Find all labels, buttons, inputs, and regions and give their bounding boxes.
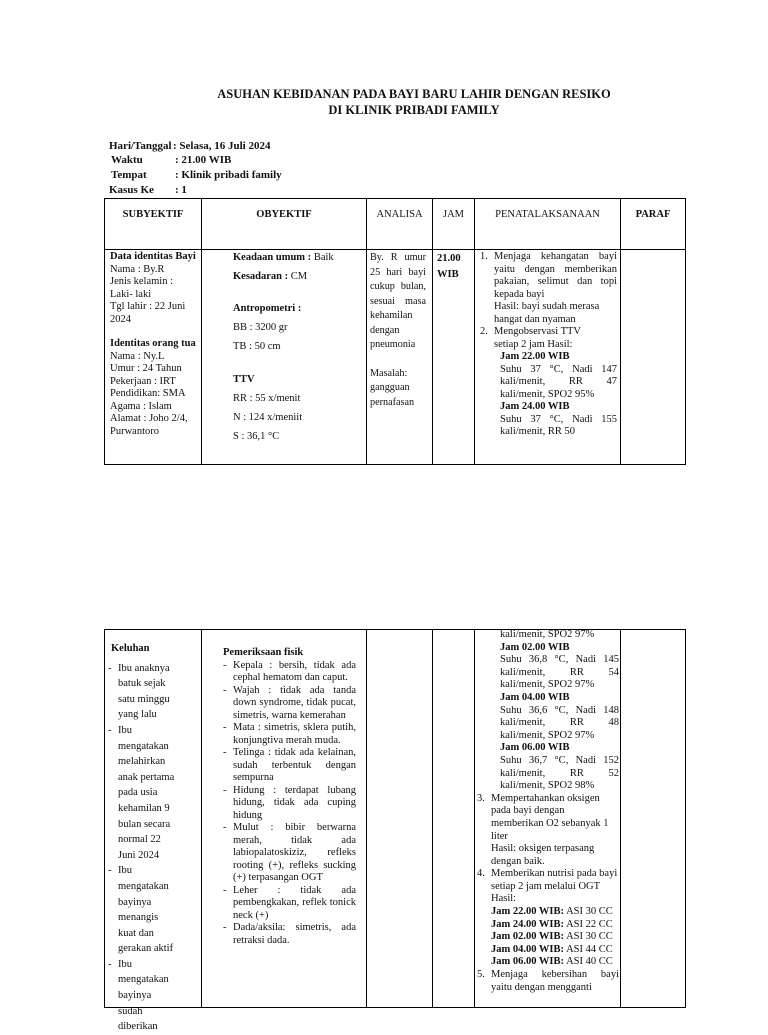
- kesadaran: Kesadaran : CM: [233, 271, 308, 282]
- obs-text-0600: Suhu 36,7 °C, Nadi 152 kali/menit, RR 52 kali/menit, SPO2 98%: [500, 754, 619, 792]
- info-tempat-label: Tempat: [111, 169, 147, 181]
- keluhan-item: - Ibu mengatakan bayinya menangis kuat dan gerakan aktif: [108, 863, 176, 957]
- obyektif-cell-page-1: [233, 251, 363, 443]
- obs-text-0400: Suhu 36,6 °C, Nadi 148 kali/menit, RR 48 kali/menit, SPO2 97%: [500, 704, 619, 741]
- header-subyektif: SUBYEKTIF: [122, 209, 184, 220]
- keluhan-item: - Ibu anaknya batuk sejak satu minggu yang lalu: [108, 661, 176, 723]
- info-kasus-label: Kasus Ke: [109, 184, 154, 196]
- nutrisi-row: Jam 04.00 WIB: ASI 44 CC: [491, 943, 613, 955]
- obyektif-cell-page-2: [223, 647, 356, 947]
- ttv-rr: RR : 55 x/menit: [233, 393, 301, 404]
- identitas-ortu-umur: Umur : 24 Tahun: [110, 363, 182, 374]
- pemeriksaan-wajah: - Wajah : tidak ada tanda down syndrome, tidak pucat, simetris, warna kemerahan: [223, 685, 356, 723]
- header-obyektif: OBYEKTIF: [256, 209, 312, 220]
- info-hari-value: : Selasa, 16 Juli 2024: [173, 140, 271, 152]
- subyektif-cell-page-2: [108, 641, 198, 1035]
- obs-text-2400: Suhu 37 °C, Nadi 155 kali/menit, RR 50: [500, 413, 617, 437]
- identitas-ortu-pekerjaan: Pekerjaan : IRT: [110, 375, 176, 387]
- subyektif-cell-page-1: [110, 251, 198, 438]
- obs-time-0400: Jam 04.00 WIB: [500, 691, 570, 703]
- pemeriksaan-mulut: - Mulut : bibir berwarna merah, tidak ada labiopalatoskiziz, refleks rooting (+), refleks sucking (+) terpasangan OGT: [223, 822, 356, 885]
- identitas-bayi-title: Data identitas Bayi: [110, 251, 196, 262]
- obs-time-2200: Jam 22.00 WIB: [500, 351, 570, 362]
- identitas-ortu-nama: Nama : Ny.L: [110, 350, 165, 362]
- header-analisa: ANALISA: [376, 209, 423, 220]
- berat-badan: BB : 3200 gr: [233, 322, 288, 333]
- info-waktu-value: : 21.00 WIB: [175, 154, 232, 166]
- nutrisi-row: Jam 06.00 WIB: ASI 40 CC: [491, 956, 613, 968]
- identitas-bayi-nama: Nama : By.R: [110, 263, 165, 275]
- ttv-title: TTV: [233, 374, 255, 385]
- nutrisi-row: Jam 24.00 WIB: ASI 22 CC: [491, 918, 613, 930]
- plan-item-4: 4. Memberikan nutrisi pada bayi setiap 2 jam melalui OGT Hasil: Jam 22.00 WIB: ASI 30 CC Jam 24.00 WIB: ASI 22 CC Jam 02.00 WIB: ASI 30 CC Jam 04.00 WIB: ASI 44 CC Jam 06.00 WIB: ASI 40 CC: [477, 868, 618, 968]
- ttv-nadi: N : 124 x/meniit: [233, 412, 303, 423]
- tinggi-badan: TB : 50 cm: [233, 341, 281, 352]
- header-penatalaksanaan: PENATALAKSANAAN: [495, 209, 600, 220]
- identitas-bayi-tgl: Tgl lahir : 22 Juni 2024: [110, 301, 186, 325]
- pemeriksaan-leher: - Leher : tidak ada pembengkakan, reflek tonick neck (+): [223, 885, 356, 923]
- identitas-ortu-pendidikan: Pendidikan: SMA: [110, 388, 186, 399]
- pemeriksaan-fisik-title: Pemeriksaan fisik: [223, 647, 304, 658]
- obs-time-0600: Jam 06.00 WIB: [500, 742, 570, 754]
- obs-text-2200: Suhu 37 °C, Nadi 147 kali/menit, RR 47 kali/menit, SPO2 95%: [500, 363, 617, 400]
- obs-cont: kali/menit, SPO2 97%: [500, 629, 595, 640]
- pemeriksaan-telinga: - Telinga : tidak ada kelainan, sudah terbentuk dengan sempurna: [223, 747, 356, 785]
- header-jam: JAM: [442, 209, 464, 220]
- antropometri-title: Antropometri :: [233, 303, 302, 314]
- pemeriksaan-kepala: - Kepala : bersih, tidak ada cephal hematom dan caput.: [223, 660, 356, 685]
- keluhan-item: - Ibu mengatakan bayinya sudah diberikan: [108, 957, 176, 1035]
- obs-time-0200: Jam 02.00 WIB: [500, 641, 570, 653]
- info-tempat-value: : Klinik pribadi family: [175, 169, 282, 181]
- plan-item-5: 5. Menjaga kebersihan bayi yaitu dengan mengganti: [477, 969, 619, 993]
- ttv-suhu: S : 36,1 °C: [233, 431, 280, 442]
- identitas-ortu-alamat: Alamat : Joho 2/4, Purwantoro: [110, 413, 188, 437]
- plan-item-2: 2. Mengobservasi TTV setiap 2 jam Hasil: Jam 22.00 WIB Suhu 37 °C, Nadi 147 kali/menit, RR 47 kali/menit, SPO2 95% Jam 24.00 WIB Suhu 37 °C, Nadi 155 kali/menit, RR 50: [480, 326, 617, 437]
- pemeriksaan-dada: - Dada/aksila: simetris, ada retraksi dada.: [223, 922, 356, 947]
- info-waktu-label: Waktu: [111, 154, 143, 166]
- analisa-masalah: Masalah: gangguan pernafasan: [370, 367, 415, 408]
- obs-text-0200: Suhu 36,8 °C, Nadi 145 kali/menit, RR 54 kali/menit, SPO2 97%: [500, 654, 619, 691]
- penatalaksanaan-cell-page-2: [477, 629, 619, 994]
- identitas-ortu-title: Identitas orang tua: [110, 338, 196, 349]
- keluhan-title: Keluhan: [111, 643, 150, 654]
- analisa-diagnosa: By. R umur 25 hari bayi cukup bulan, sesuai masa kehamilan dengan pneumonia: [370, 252, 426, 350]
- obs-time-2400: Jam 24.00 WIB: [500, 401, 570, 412]
- plan-item-1: 1. Menjaga kehangatan bayi yaitu dengan memberikan pakaian, selimut dan topi kepada bayi Hasil: bayi sudah merasa hangat dan nyaman: [480, 251, 617, 325]
- nutrisi-row: Jam 22.00 WIB: ASI 30 CC: [491, 906, 613, 918]
- document-title-line-1: ASUHAN KEBIDANAN PADA BAYI BARU LAHIR DENGAN RESIKO: [217, 87, 611, 101]
- identitas-ortu-agama: Agama : Islam: [110, 400, 172, 412]
- pemeriksaan-mata: - Mata : simetris, sklera putih, konjungtiva merah muda.: [223, 722, 356, 747]
- plan-item-3: 3. Mempertahankan oksigen pada bayi dengan memberikan O2 sebanyak 1 liter Hasil: oksigen terpasang dengan baik.: [477, 792, 609, 867]
- info-kasus-value: : 1: [175, 184, 187, 196]
- keluhan-item: - Ibu mengatakan melahirkan anak pertama pada usia kehamilan 9 bulan secara normal 22 Juni 2024: [108, 723, 176, 863]
- info-hari-label: Hari/Tanggal: [109, 140, 172, 152]
- pemeriksaan-hidung: - Hidung : terdapat lubang hidung, tidak ada cuping hidung: [223, 785, 356, 823]
- penatalaksanaan-cell-page-1: [480, 251, 617, 439]
- header-paraf: PARAF: [635, 209, 671, 220]
- identitas-bayi-jk: Jenis kelamin : Laki- laki: [110, 276, 173, 300]
- jam-cell: 21.00 WIB: [437, 253, 461, 280]
- nutrisi-row: Jam 02.00 WIB: ASI 30 CC: [491, 931, 613, 943]
- keadaan-umum: Keadaan umum : Baik: [233, 252, 334, 263]
- analisa-cell-page-1: [370, 251, 426, 410]
- document-title-line-2: DI KLINIK PRIBADI FAMILY: [328, 103, 500, 117]
